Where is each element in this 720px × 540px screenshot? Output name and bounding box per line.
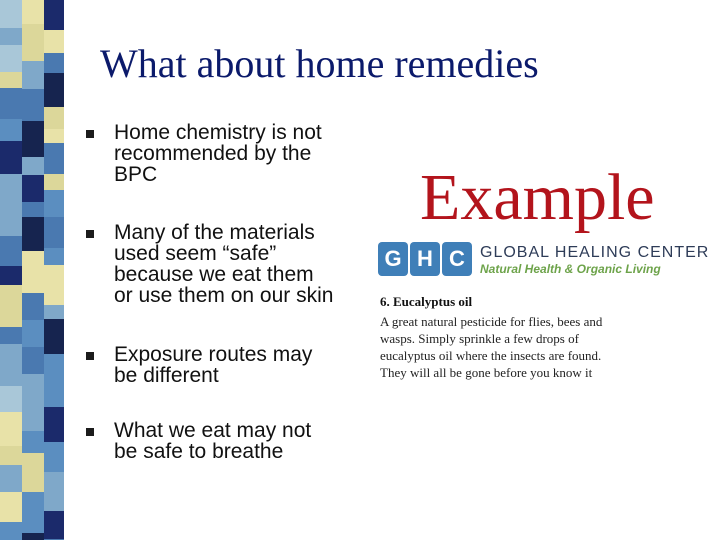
mosaic-tile	[22, 395, 44, 431]
mosaic-tile	[0, 202, 22, 236]
bullet-marker	[86, 230, 94, 238]
mosaic-tile	[22, 431, 44, 453]
mosaic-tile	[22, 347, 44, 374]
bullet-text	[114, 420, 376, 462]
bullet-line: Many of the materials	[114, 221, 315, 244]
logo-letter-badge: C	[442, 242, 472, 276]
description-line: A great natural pesticide for flies, bees and	[380, 314, 603, 329]
bullet-line: What we eat may not	[114, 419, 312, 442]
mosaic-tile	[0, 386, 22, 412]
mosaic-tile	[44, 442, 64, 472]
bullet-text	[114, 344, 376, 386]
mosaic-tile	[44, 387, 64, 407]
mosaic-tile	[0, 88, 22, 119]
mosaic-tile	[44, 190, 64, 217]
mosaic-tile	[22, 217, 44, 251]
mosaic-tile	[0, 119, 22, 141]
mosaic-tile	[44, 305, 64, 319]
logo-letter-badge: H	[410, 242, 440, 276]
mosaic-tile	[44, 129, 64, 143]
bullet-text	[114, 222, 376, 306]
bullet-line: be different	[114, 364, 219, 387]
mosaic-tile	[22, 533, 44, 540]
remedy-description	[380, 313, 670, 381]
mosaic-tile	[44, 107, 64, 129]
mosaic-tile	[22, 293, 44, 320]
mosaic-tile	[0, 45, 22, 72]
mosaic-tile	[0, 266, 22, 285]
mosaic-tile	[22, 40, 44, 61]
mosaic-tile	[44, 472, 64, 511]
mosaic-tile	[44, 511, 64, 539]
mosaic-tile	[0, 28, 22, 45]
description-line: wasps. Simply sprinkle a few drops of	[380, 331, 579, 346]
mosaic-tile	[0, 465, 22, 492]
bullet-line: be safe to breathe	[114, 440, 284, 463]
mosaic-tile	[22, 121, 44, 157]
mosaic-tile	[44, 30, 64, 53]
mosaic-tile	[22, 202, 44, 217]
mosaic-tile	[0, 236, 22, 266]
mosaic-tile	[0, 174, 22, 202]
mosaic-tile	[0, 344, 22, 386]
mosaic-tile	[22, 320, 44, 347]
bullet-line: Exposure routes may	[114, 343, 313, 366]
bullet-line: recommended by the	[114, 142, 312, 165]
mosaic-tile	[0, 446, 22, 465]
mosaic-tile	[44, 426, 64, 442]
mosaic-tile	[44, 73, 64, 107]
mosaic-tile	[22, 251, 44, 293]
mosaic-tile	[44, 248, 64, 265]
mosaic-tile	[44, 407, 64, 426]
logo-name: GLOBAL HEALING CENTER	[480, 244, 710, 261]
bullet-marker	[86, 130, 94, 138]
mosaic-tile	[44, 53, 64, 73]
example-heading: Example	[420, 161, 655, 234]
mosaic-tile	[0, 412, 22, 446]
bullet-marker	[86, 352, 94, 360]
bullet-text	[114, 122, 376, 185]
mosaic-tile	[0, 522, 22, 540]
mosaic-tile	[22, 0, 44, 24]
mosaic-tile	[0, 327, 22, 344]
mosaic-tile	[0, 0, 22, 28]
mosaic-tile	[22, 157, 44, 175]
mosaic-tile	[0, 285, 22, 327]
mosaic-tile	[0, 492, 22, 522]
slide-title: What about home remedies	[100, 41, 539, 86]
mosaic-tile	[44, 143, 64, 174]
bullet-line: BPC	[114, 163, 158, 186]
mosaic-tile	[44, 354, 64, 387]
mosaic-tile	[0, 72, 22, 88]
bullet-marker	[86, 428, 94, 436]
bullet-line: Home chemistry is not	[114, 121, 322, 144]
mosaic-tile	[22, 492, 44, 533]
global-healing-center-logo	[370, 240, 710, 280]
mosaic-tile	[22, 61, 44, 89]
mosaic-tile	[44, 319, 64, 354]
mosaic-tile	[44, 265, 64, 305]
bullet-line: or use them on our skin	[114, 284, 334, 307]
logo-letter-badge: G	[378, 242, 408, 276]
mosaic-tile	[44, 0, 64, 30]
bullet-line: because we eat them	[114, 263, 314, 286]
mosaic-tile	[0, 141, 22, 174]
mosaic-tile	[22, 453, 44, 492]
logo-tagline: Natural Health & Organic Living	[480, 262, 661, 276]
description-line: eucalyptus oil where the insects are found.	[380, 348, 602, 363]
description-line: They will all be gone before you know it	[380, 365, 593, 380]
mosaic-tile	[44, 217, 64, 248]
mosaic-tile	[44, 174, 64, 190]
mosaic-tile	[22, 24, 44, 40]
bullet-line: used seem “safe”	[114, 242, 277, 265]
mosaic-tile	[22, 89, 44, 121]
remedy-heading: 6. Eucalyptus oil	[380, 294, 473, 309]
mosaic-tile	[22, 175, 44, 202]
decorative-mosaic-strip	[0, 0, 64, 540]
mosaic-tile	[22, 374, 44, 395]
